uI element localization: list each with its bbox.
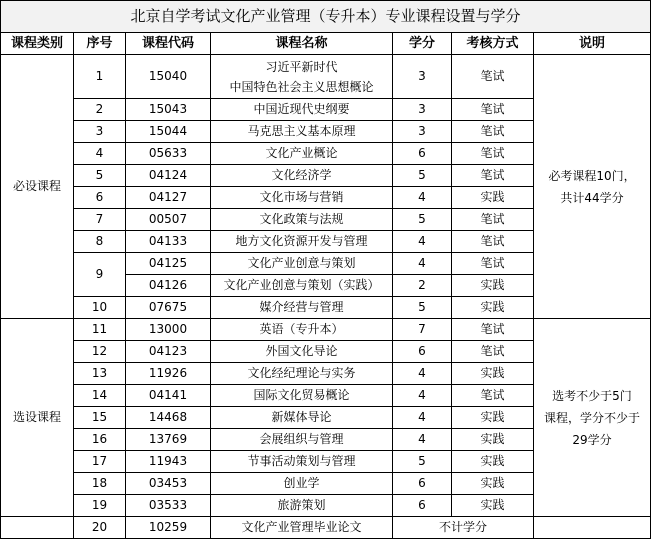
cell-name: 英语（专升本） — [211, 319, 393, 341]
cell-name: 媒介经营与管理 — [211, 297, 393, 319]
note-required-line1: 必考课程10门， — [548, 168, 636, 183]
cell-name: 外国文化导论 — [211, 341, 393, 363]
cell-name: 文化产业创意与策划（实践） — [211, 275, 393, 297]
cell-code: 04123 — [126, 341, 211, 363]
header-code: 课程代码 — [126, 33, 211, 55]
cell-code: 04141 — [126, 385, 211, 407]
cell-seq: 2 — [74, 99, 126, 121]
note-elective-line1: 选考不少于5门 — [552, 388, 632, 403]
cell-exam: 实践 — [452, 187, 534, 209]
cell-name: 文化政策与法规 — [211, 209, 393, 231]
cell-name: 会展组织与管理 — [211, 429, 393, 451]
cell-seq: 12 — [74, 341, 126, 363]
cell-code: 03533 — [126, 495, 211, 517]
table-row — [1, 517, 651, 539]
cell-name: 地方文化资源开发与管理 — [211, 231, 393, 253]
cell-code: 10259 — [126, 517, 211, 539]
cell-seq: 3 — [74, 121, 126, 143]
cell-exam: 笔试 — [452, 341, 534, 363]
cell-exam: 笔试 — [452, 253, 534, 275]
cell-exam: 笔试 — [452, 121, 534, 143]
cell-credits: 4 — [393, 363, 452, 385]
cell-name: 旅游策划 — [211, 495, 393, 517]
cell-credits: 6 — [393, 473, 452, 495]
header-category: 课程类别 — [1, 33, 74, 55]
cell-credits: 5 — [393, 165, 452, 187]
note-elective-line2: 课程，学分不少于 — [543, 410, 640, 425]
header-seq: 序号 — [74, 33, 126, 55]
header-credits: 学分 — [393, 33, 452, 55]
cell-credits: 6 — [393, 495, 452, 517]
cell-name: 文化产业创意与策划 — [211, 253, 393, 275]
cell-seq: 18 — [74, 473, 126, 495]
cell-credits: 3 — [393, 121, 452, 143]
cell-exam: 笔试 — [452, 231, 534, 253]
cell-exam: 实践 — [452, 429, 534, 451]
cell-exam: 实践 — [452, 451, 534, 473]
cell-seq: 7 — [74, 209, 126, 231]
cell-code: 03453 — [126, 473, 211, 495]
cell-credits: 5 — [393, 451, 452, 473]
cell-name: 国际文化贸易概论 — [211, 385, 393, 407]
table-row — [1, 319, 651, 341]
cell-name: 节事活动策划与管理 — [211, 451, 393, 473]
category-required: 必设课程 — [1, 55, 74, 319]
note-required-line2: 共计44学分 — [560, 190, 624, 205]
cell-seq: 9 — [74, 253, 126, 297]
cell-code: 04133 — [126, 231, 211, 253]
cell-seq: 13 — [74, 363, 126, 385]
cell-seq: 6 — [74, 187, 126, 209]
cell-exam: 笔试 — [452, 319, 534, 341]
cell-seq: 1 — [74, 55, 126, 99]
cell-name: 文化市场与营销 — [211, 187, 393, 209]
cell-credits-exam: 不计学分 — [393, 517, 534, 539]
cell-seq: 15 — [74, 407, 126, 429]
cell-credits: 7 — [393, 319, 452, 341]
category-elective: 选设课程 — [1, 319, 74, 517]
cell-name: 马克思主义基本原理 — [211, 121, 393, 143]
cell-credits: 4 — [393, 187, 452, 209]
cell-code: 15040 — [126, 55, 211, 99]
cell-category-empty — [1, 517, 74, 539]
cell-name: 文化产业概论 — [211, 143, 393, 165]
cell-name: 文化经纪理论与实务 — [211, 363, 393, 385]
cell-exam: 笔试 — [452, 143, 534, 165]
cell-credits: 3 — [393, 99, 452, 121]
note-required — [534, 55, 651, 319]
cell-code: 07675 — [126, 297, 211, 319]
cell-name: 中国近现代史纲要 — [211, 99, 393, 121]
cell-credits: 4 — [393, 385, 452, 407]
cell-code: 00507 — [126, 209, 211, 231]
cell-credits: 4 — [393, 253, 452, 275]
cell-code: 04127 — [126, 187, 211, 209]
cell-exam: 笔试 — [452, 55, 534, 99]
cell-note-empty — [534, 517, 651, 539]
cell-seq: 4 — [74, 143, 126, 165]
cell-exam: 实践 — [452, 297, 534, 319]
cell-code: 04126 — [126, 275, 211, 297]
cell-code: 15043 — [126, 99, 211, 121]
cell-seq: 11 — [74, 319, 126, 341]
cell-seq: 14 — [74, 385, 126, 407]
cell-exam: 实践 — [452, 473, 534, 495]
cell-code: 15044 — [126, 121, 211, 143]
cell-code: 11926 — [126, 363, 211, 385]
note-elective-line3: 29学分 — [572, 432, 612, 447]
cell-credits: 4 — [393, 429, 452, 451]
cell-exam: 实践 — [452, 363, 534, 385]
cell-credits: 4 — [393, 407, 452, 429]
cell-seq: 16 — [74, 429, 126, 451]
cell-credits: 5 — [393, 209, 452, 231]
cell-code: 13000 — [126, 319, 211, 341]
cell-exam: 实践 — [452, 407, 534, 429]
cell-code: 04125 — [126, 253, 211, 275]
cell-exam: 笔试 — [452, 385, 534, 407]
cell-name: 文化产业管理毕业论文 — [211, 517, 393, 539]
cell-name: 新媒体导论 — [211, 407, 393, 429]
cell-credits: 4 — [393, 231, 452, 253]
cell-code: 11943 — [126, 451, 211, 473]
cell-name: 创业学 — [211, 473, 393, 495]
cell-credits: 6 — [393, 341, 452, 363]
cell-seq: 5 — [74, 165, 126, 187]
cell-name-line1: 习近平新时代 — [265, 59, 338, 74]
note-elective — [534, 319, 651, 517]
table-row — [1, 55, 651, 99]
cell-seq: 17 — [74, 451, 126, 473]
cell-credits: 3 — [393, 55, 452, 99]
cell-exam: 笔试 — [452, 209, 534, 231]
cell-exam: 笔试 — [452, 165, 534, 187]
header-name: 课程名称 — [211, 33, 393, 55]
cell-name — [211, 55, 393, 99]
cell-code: 04124 — [126, 165, 211, 187]
cell-seq: 10 — [74, 297, 126, 319]
cell-credits: 6 — [393, 143, 452, 165]
header-note: 说明 — [534, 33, 651, 55]
cell-exam: 实践 — [452, 275, 534, 297]
cell-code: 14468 — [126, 407, 211, 429]
header-exam: 考核方式 — [452, 33, 534, 55]
cell-name: 文化经济学 — [211, 165, 393, 187]
cell-credits: 2 — [393, 275, 452, 297]
cell-exam: 笔试 — [452, 99, 534, 121]
cell-name-line2: 中国特色社会主义思想概论 — [229, 79, 374, 94]
cell-seq: 20 — [74, 517, 126, 539]
cell-code: 13769 — [126, 429, 211, 451]
table-title: 北京自学考试文化产业管理（专升本）专业课程设置与学分 — [1, 1, 651, 33]
cell-seq: 8 — [74, 231, 126, 253]
cell-credits: 5 — [393, 297, 452, 319]
cell-exam: 实践 — [452, 495, 534, 517]
cell-seq: 19 — [74, 495, 126, 517]
cell-code: 05633 — [126, 143, 211, 165]
